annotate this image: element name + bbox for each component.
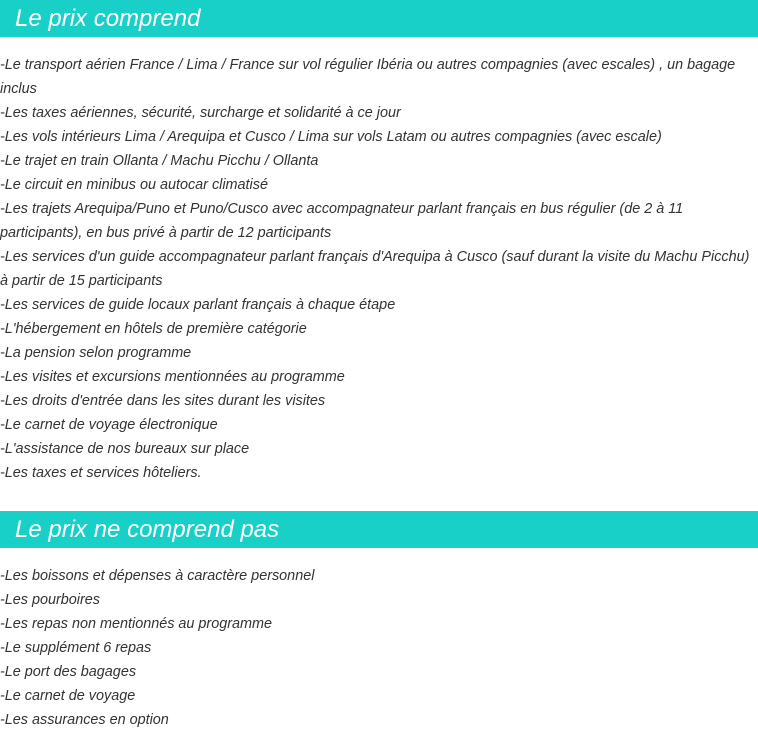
section-title-excluded: Le prix ne comprend pas bbox=[0, 511, 758, 548]
list-item: - Le port des bagages bbox=[0, 660, 758, 684]
list-item: - Les assurances en option bbox=[0, 708, 758, 732]
excluded-items-list bbox=[0, 564, 758, 732]
list-item: - Les services d'un guide accompagnateur parlant français d'Arequipa à Cusco (sauf durant la visite du Machu Picchu) à partir de 15 participants bbox=[0, 245, 758, 293]
list-item: - La pension selon programme bbox=[0, 341, 758, 365]
list-item: - Le carnet de voyage électronique bbox=[0, 413, 758, 437]
list-item: - Les taxes aériennes, sécurité, surcharge et solidarité à ce jour bbox=[0, 101, 758, 125]
list-item: - Le transport aérien France / Lima / France sur vol régulier Ibéria ou autres compagnies (avec escales) , un bagage inclus bbox=[0, 53, 758, 101]
list-item: - Le carnet de voyage bbox=[0, 684, 758, 708]
list-item: - Les services de guide locaux parlant français à chaque étape bbox=[0, 293, 758, 317]
list-item: - Les vols intérieurs Lima / Arequipa et Cusco / Lima sur vols Latam ou autres compagnies (avec escale) bbox=[0, 125, 758, 149]
list-item: - L'hébergement en hôtels de première catégorie bbox=[0, 317, 758, 341]
list-item: - Le supplément 6 repas bbox=[0, 636, 758, 660]
section-title-included: Le prix comprend bbox=[0, 0, 758, 37]
list-item: - L'assistance de nos bureaux sur place bbox=[0, 437, 758, 461]
list-item: - Les boissons et dépenses à caractère personnel bbox=[0, 564, 758, 588]
list-item: - Les taxes et services hôteliers. bbox=[0, 461, 758, 485]
list-item: - Les repas non mentionnés au programme bbox=[0, 612, 758, 636]
list-item: - Les droits d'entrée dans les sites durant les visites bbox=[0, 389, 758, 413]
included-items-list bbox=[0, 53, 758, 485]
list-item: - Le circuit en minibus ou autocar climatisé bbox=[0, 173, 758, 197]
list-item: - Les trajets Arequipa/Puno et Puno/Cusco avec accompagnateur parlant français en bus régulier (de 2 à 11 participants), en bus privé à partir de 12 participants bbox=[0, 197, 758, 245]
list-item: - Les visites et excursions mentionnées au programme bbox=[0, 365, 758, 389]
list-item: - Le trajet en train Ollanta / Machu Picchu / Ollanta bbox=[0, 149, 758, 173]
list-item: - Les pourboires bbox=[0, 588, 758, 612]
